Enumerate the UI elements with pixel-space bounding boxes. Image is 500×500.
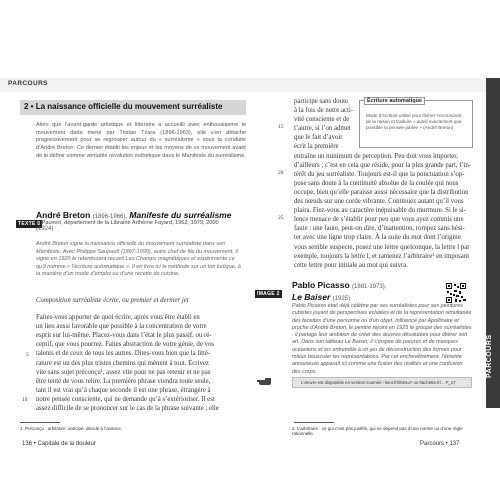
texte-note: André Breton signe la naissance officielle du mouvement surréaliste dans son Manifeste. Avec Philippe Soupault (1897-1990), autre chef de file du mouvement, il signe en 1920 le retentissant recueil Les Champs magnétiques et expérimente ce qu’il nomme « l’écriture automatique ». Il en livre ici la méthode sur un ton ludique, à la manière d’un mode d’emploi ou d’une recette de cuisine. [36, 241, 241, 277]
texte-work: Manifeste du surréalisme [129, 210, 232, 220]
intro-paragraph [36, 122, 246, 161]
image-badge [255, 282, 282, 300]
artwork-link-text[interactable]: L’œuvre est disponible en version zoomée : lienr.fr/0024o7 ou hachette.fr/... F_17 [301, 380, 456, 385]
extract-line: pose sans doute à la continuité absolue de la coulée qui nous [294, 179, 459, 187]
line-number: 15 [278, 124, 284, 130]
pointing-hand-icon [256, 374, 272, 386]
extract-line: vite sans sujet préconçu¹, assez vite pour ne pas retenir et ne pas [36, 368, 211, 376]
extract-line: vité consciente et de [294, 116, 350, 124]
section-heading [20, 100, 246, 115]
extract-line: térêt du jeu surréaliste. Toujours est-il que la ponctuation s’op- [294, 170, 465, 178]
extract-line: entraîne un minimum de perception. Peu doit vous importer, [294, 152, 458, 160]
image-dates: (1881-1973), [352, 284, 387, 290]
extract-line: à la fois de notre acti- [294, 107, 354, 115]
page-number-right: Parcours • 137 [420, 441, 460, 447]
texte-author: André Breton [36, 210, 91, 220]
line-number: 20 [278, 170, 284, 176]
extract-line: que le fait d’avoir [294, 134, 343, 142]
extract-line: écrit la première [294, 143, 339, 151]
extract-line: Faites-vous apporter de quoi écrire, après vous être établi en [36, 314, 200, 322]
top-header-bar [0, 78, 500, 92]
line-number: 10 [22, 397, 28, 403]
extract-line: faute : une faute, peut-on dire, d’inattention, rompez sans hési- [294, 225, 465, 233]
texte-source: © Pauvert, département de la Librairie Arthème Fayard, 1962, 1979, 2000 [36, 220, 219, 226]
extract-line: des nœuds sur une corde vibrante. Continuez autant qu’il vous [294, 198, 464, 206]
image-year: (1925) [332, 296, 350, 302]
extract-line: assez difficile de se prononcer sur le cas de la phrase suivante ; elle [36, 405, 219, 413]
extract-line: plaira. Fiez-vous au caractère inépuisable du murmure. Si le si- [294, 207, 466, 215]
image-badge-label: IMAGE 2 [257, 291, 280, 297]
image-author: Pablo Picasso [292, 280, 350, 290]
text-extract-left [36, 296, 246, 413]
artwork-link-bar[interactable] [292, 377, 472, 388]
extract-line: d’ailleurs ; c’est en cela que réside, pour la plus grande part, l’in- [294, 161, 472, 169]
line-number: 5 [26, 352, 29, 358]
image-work: Le Baiser [292, 292, 331, 302]
texte-dates: (1896-1966), [92, 214, 128, 220]
extract-line: ceptif, que vous pourrez. Faites abstraction de votre génie, de vos [36, 341, 214, 349]
texte-badge-label: TEXTE 8 [18, 221, 41, 227]
extract-line: l’autre, si l’on admet [294, 125, 351, 133]
header-section-label: PARCOURS [8, 80, 48, 87]
extract-line: notre pensée consciente, qui ne demande qu’à s’extérioriser. Il est [36, 395, 215, 403]
extract-line: occupe, bien qu’elle paraisse aussi nécessaire que la distribution [294, 188, 469, 196]
extract-line: ter avec une ligne trop claire. À la suite du mot dont l’origine [294, 234, 461, 242]
extract-line: rature est un des plus tristes chemins qui mènent à tout. Écrivez [36, 359, 209, 367]
definition-callout [359, 100, 473, 148]
side-tab [486, 78, 500, 408]
footnote-right: 2. L’arbitraire : ce qui n’est pas justifié, qui ne dépend pas d’une norme ou d’une règle rationnelle. [292, 426, 463, 436]
extract-line: esprit sur lui-même. Placez-vous dans l’état le plus passif, ou ré- [36, 332, 212, 340]
intro-text: Alors que l’avant-garde artistique et littéraire a accueilli avec enthousiasme le mouvement dada mené par Tristan Tzara (1896-1963), elle s’en détache progressivement pour se regrouper autour du « surréalisme » sous la conduite d’André Breton. Ce dernier établit les enjeux et les moyens de ce mouvement avant de le définir comme véritable révolution esthétique dans le Manifeste du surréalisme. [36, 122, 246, 159]
extract-line: talents et de ceux de tous les autres. Dites-vous bien que la litté- [36, 350, 211, 358]
section-title: 2 • La naissance officielle du mouvement surréaliste [24, 102, 223, 111]
extract-line: être tenté de vous relire. La première phrase viendra toute seule, [36, 377, 211, 385]
page-number-left: 136 • Capitale de la douleur [22, 441, 96, 447]
callout-text: Mode d’écriture utilisé pour libérer l’inconscient de la raison et traduire « aussi exactement que possible la pensée parlée » (André Breton). [366, 113, 462, 130]
footnote-rule [294, 422, 334, 423]
callout-title: Écriture automatique [364, 97, 425, 105]
image-description: Pablo Picasso était déjà célèbre par ses surréalistes pour ses peintures cubistes jouant de perspectives éclatées et de la représentation simultanée des facettes d’une personne ou d’un objet. Influencé par Apollinaire et proche d’André Breton, le peintre rejoint en 1925 le groupe des surréalistes : il partage leur ambition de créer des œuvres désolutées pour libérer son art. Dans son tableau Le Baiser, il s’inspire de parures et de masques océaniens et les entremêle à un jeu de déconstruction des formes pour mieux bousculer les représentations. Par cet enchevêtrement, l’étreinte amoureuse apparaît ici comme une fusion des réalités et une confusion des corps. [292, 303, 472, 375]
footnote-left: 1. Préconçu : arbitraire, anticipé, décidé à l’avance. [20, 426, 123, 431]
extract-line: tant il est vrai qu’à chaque seconde il est une phrase, étrangère à [36, 386, 211, 394]
extract-line: cette lettre pour initiale au mot qui suivra. [294, 261, 409, 269]
line-number: 25 [278, 215, 284, 221]
extract-heading: Composition surréaliste écrite, ou premier et dernier jet [36, 297, 189, 304]
extract-line: vous semble suspecte, posez une lettre quelconque, la lettre l par [294, 243, 470, 251]
side-tab-label: PARCOURS [486, 334, 493, 378]
extract-line: lence menace de s’établir pour peu que vous ayez commis une [294, 216, 464, 224]
extract-line: participe sans doute [294, 98, 348, 105]
extract-line: un lieu aussi favorable que possible à la concentration de votre [36, 323, 207, 331]
extract-line: exemple, toujours la lettre l, et ramenez l’arbitraire² en imposant [294, 252, 470, 260]
footnote-rule [20, 422, 60, 423]
texte-year: (1924) [36, 226, 54, 232]
image-title [292, 280, 442, 304]
qr-code-icon[interactable] [445, 282, 467, 304]
